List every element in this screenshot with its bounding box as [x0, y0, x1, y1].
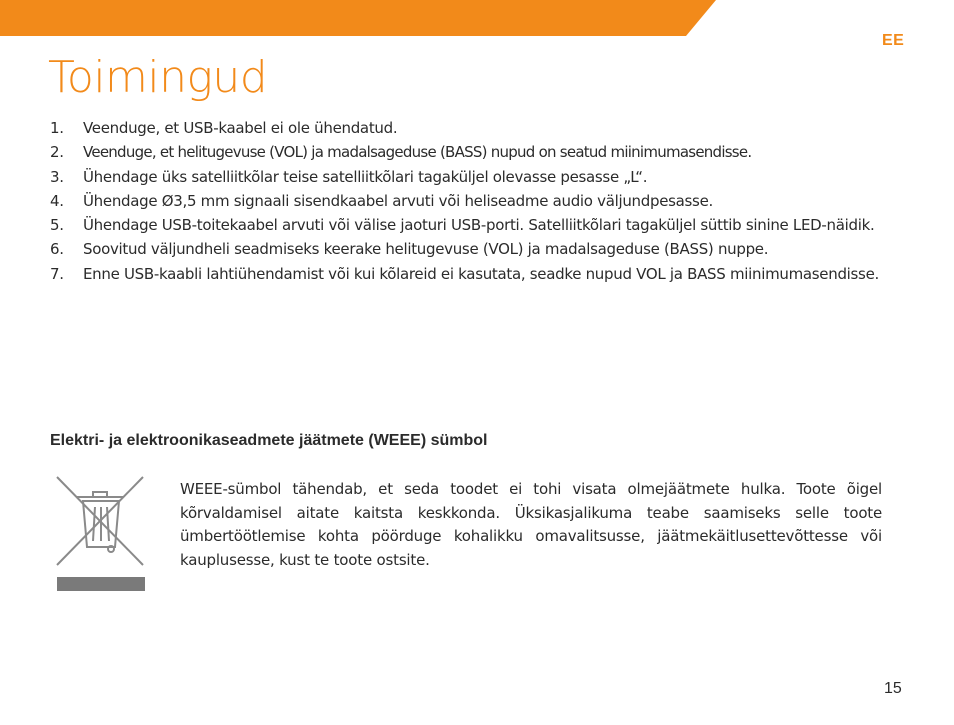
- step-text: Enne USB-kaabli lahtiühendamist või kui kõlareid ei kasutata, seadke nupud VOL ja BASS miinimumasendisse.: [83, 264, 879, 283]
- page-number: 15: [884, 680, 902, 697]
- header-accent-bar: [0, 0, 954, 36]
- step-number: 1.: [50, 119, 64, 137]
- step-item: [50, 165, 882, 189]
- step-number: 5.: [50, 216, 64, 235]
- step-number: 6.: [50, 240, 64, 259]
- crossed-out-wheeled-bin-icon: [55, 475, 145, 593]
- page-title: Toimingud: [48, 52, 268, 103]
- step-text: Veenduge, et helitugevuse (VOL) ja madalsageduse (BASS) nupud on seatud miinimumasendisse.: [83, 143, 752, 162]
- step-text: Soovitud väljundheli seadmiseks keerake helitugevuse (VOL) ja madalsageduse (BASS) nuppe.: [83, 240, 769, 259]
- step-text: Ühendage üks satelliitkõlar teise satelliitkõlari tagaküljel olevasse pesasse „L“.: [83, 167, 648, 186]
- step-number: 7.: [50, 264, 64, 283]
- step-text: Ühendage USB-toitekaabel arvuti või välise jaoturi USB-porti. Satelliitkõlari tagaküljel süttib sinine LED-näidik.: [83, 216, 875, 235]
- step-text: Ühendage Ø3,5 mm signaali sisendkaabel arvuti või heliseadme audio väljundpesasse.: [83, 191, 713, 210]
- step-item: [50, 140, 882, 164]
- step-number: 4.: [50, 191, 64, 210]
- step-item: [50, 189, 882, 213]
- step-item: [50, 213, 882, 237]
- language-tag: EE: [882, 32, 905, 49]
- steps-list: [50, 116, 882, 286]
- step-number: 2.: [50, 143, 64, 162]
- step-item: [50, 116, 882, 140]
- weee-description: WEEE-sümbol tähendab, et seda toodet ei tohi visata olmejäätmete hulka. Toote õigel kõrvaldamisel aitate kaitsta keskkonda. Üksikasjalikuma teabe saamiseks selle toote ümbertöötlemise kohta pöörduge kohalikku omavalitsusse, jäätmekäitlusettevõttesse või kauplusesse, kust te toote ostsite.: [180, 480, 882, 569]
- step-text: Veenduge, et USB-kaabel ei ole ühendatud.: [83, 119, 398, 137]
- step-item: [50, 262, 882, 286]
- weee-heading: Elektri- ja elektroonikaseadmete jäätmete (WEEE) sümbol: [50, 432, 488, 449]
- step-item: [50, 237, 882, 261]
- step-number: 3.: [50, 167, 64, 186]
